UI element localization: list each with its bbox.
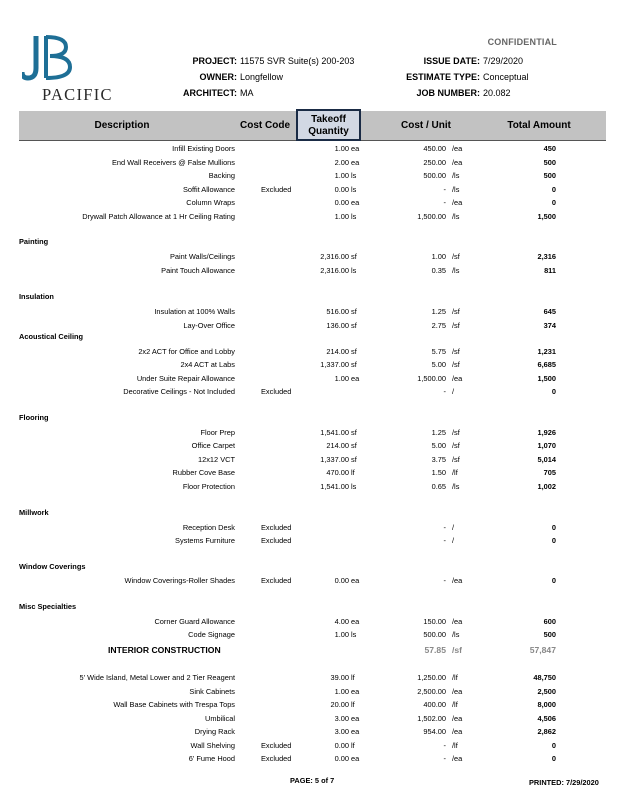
cell-total: 0 xyxy=(551,740,556,750)
cell-cost-unit: - xyxy=(443,387,446,396)
cell-total: 8,000 xyxy=(537,700,556,709)
cell-cost-unit: 150.00 xyxy=(423,616,446,626)
job-number-row xyxy=(380,85,529,101)
cell-cost-unit: 0.35 xyxy=(431,265,446,275)
cell-cost-code: Excluded xyxy=(261,522,292,532)
section-heading: Window Coverings xyxy=(19,562,86,571)
cell-total: 0 xyxy=(551,198,556,207)
cell-quantity-unit: ls xyxy=(351,481,357,491)
architect-label: ARCHITECT: xyxy=(183,88,237,98)
cell-unit-suffix: /lf xyxy=(452,673,458,682)
cell-description: Code Signage xyxy=(188,630,235,639)
cell-quantity: 1.00 xyxy=(334,171,349,180)
cell-unit-suffix: /ea xyxy=(452,754,463,763)
issue-date-value: 7/29/2020 xyxy=(483,56,524,66)
company-logo xyxy=(22,34,132,104)
cell-cost-unit: - xyxy=(443,522,446,532)
summary-total: 57,847 xyxy=(529,645,556,655)
col-total-amount[interactable]: Total Amount xyxy=(507,120,571,131)
cell-cost-unit: 5.00 xyxy=(431,360,446,369)
cell-total: 1,231 xyxy=(537,346,556,356)
cell-quantity: 1.00 xyxy=(334,144,349,153)
cell-quantity-unit: ea xyxy=(351,727,360,736)
cell-quantity: 0.00 xyxy=(334,576,349,585)
cell-quantity-unit: ls xyxy=(351,171,357,180)
col-cost-unit[interactable]: Cost / Unit xyxy=(401,120,451,131)
cell-quantity: 1.00 xyxy=(334,373,349,383)
cell-quantity: 2,316.00 xyxy=(320,265,349,275)
cell-description: Floor Prep xyxy=(200,427,235,437)
architect-row xyxy=(160,85,354,101)
cell-unit-suffix: /ea xyxy=(452,157,463,167)
cell-total: 0 xyxy=(551,522,556,532)
cell-cost-code: Excluded xyxy=(261,576,292,585)
table-row[interactable] xyxy=(0,453,627,467)
logo-wordmark: PACIFIC xyxy=(42,85,113,104)
cell-description: Paint Walls/Ceilings xyxy=(169,252,235,261)
cell-quantity-unit: ea xyxy=(351,686,360,696)
cell-description: Paint Touch Allowance xyxy=(161,265,235,275)
cell-unit-suffix: /ea xyxy=(452,144,463,153)
cell-quantity-unit: ls xyxy=(351,211,357,221)
table-row[interactable] xyxy=(0,615,627,629)
cell-description: Corner Guard Allowance xyxy=(154,616,235,626)
table-row[interactable] xyxy=(0,250,627,264)
section-heading: Painting xyxy=(19,237,49,246)
cell-unit-suffix: /ls xyxy=(452,184,460,194)
job-number-value: 20.082 xyxy=(483,88,511,98)
estimate-meta xyxy=(380,53,529,101)
architect-value: MA xyxy=(240,88,254,98)
cell-description: Backing xyxy=(208,171,235,180)
cell-quantity: 516.00 xyxy=(326,307,349,316)
cell-total: 0 xyxy=(551,387,556,396)
table-row[interactable] xyxy=(0,345,627,359)
cell-unit-suffix: /ea xyxy=(452,198,463,207)
cell-total: 1,500 xyxy=(537,373,556,383)
cell-quantity-unit: lf xyxy=(351,700,355,709)
table-row[interactable] xyxy=(0,685,627,699)
cell-cost-unit: 500.00 xyxy=(423,630,446,639)
owner-label: OWNER: xyxy=(199,72,237,82)
cell-cost-unit: - xyxy=(443,198,446,207)
table-row[interactable] xyxy=(0,712,627,726)
table-row[interactable] xyxy=(0,698,627,712)
cell-cost-unit: 0.65 xyxy=(431,481,446,491)
cell-description: Under Suite Repair Allowance xyxy=(136,373,235,383)
cell-quantity-unit: lf xyxy=(351,673,355,682)
table-row[interactable] xyxy=(0,305,627,319)
cell-quantity-unit: ea xyxy=(351,713,360,723)
estimate-type-row xyxy=(380,69,529,85)
cell-total: 5,014 xyxy=(537,454,556,464)
cell-description: Sink Cabinets xyxy=(189,686,235,696)
cell-total: 2,500 xyxy=(537,686,556,696)
table-row[interactable] xyxy=(0,426,627,440)
cell-unit-suffix: /sf xyxy=(452,320,460,330)
table-row[interactable] xyxy=(0,210,627,224)
cell-unit-suffix: /ls xyxy=(452,481,460,491)
cell-description: End Wall Receivers @ False Mullions xyxy=(111,157,235,167)
cell-cost-unit: 500.00 xyxy=(423,171,446,180)
cell-cost-unit: 5.75 xyxy=(431,346,446,356)
summary-label: INTERIOR CONSTRUCTION xyxy=(108,645,221,655)
table-row[interactable] xyxy=(0,521,627,535)
table-row[interactable] xyxy=(0,628,627,642)
section-heading: Misc Specialties xyxy=(19,602,77,611)
cell-description: Wall Base Cabinets with Trespa Tops xyxy=(113,700,235,709)
cell-cost-unit: - xyxy=(443,754,446,763)
cell-total: 2,316 xyxy=(537,252,556,261)
cell-description: 2x2 ACT for Office and Lobby xyxy=(138,346,235,356)
cell-quantity-unit: ls xyxy=(351,630,357,639)
cell-cost-unit: 450.00 xyxy=(423,144,446,153)
cell-quantity-unit: ls xyxy=(351,184,357,194)
cell-total: 811 xyxy=(544,265,556,275)
table-row[interactable] xyxy=(0,752,627,766)
cell-unit-suffix: /lf xyxy=(452,468,458,477)
project-label: PROJECT: xyxy=(192,56,237,66)
cell-quantity-unit: sf xyxy=(351,360,357,369)
cell-quantity-unit: sf xyxy=(351,346,357,356)
table-row[interactable] xyxy=(0,466,627,480)
project-value: 11575 SVR Suite(s) 200-203 xyxy=(240,56,355,66)
cell-description: 2x4 ACT at Labs xyxy=(180,360,235,369)
cell-unit-suffix: /sf xyxy=(452,346,460,356)
cell-cost-unit: 1,500.00 xyxy=(417,211,446,221)
cell-description: Column Wraps xyxy=(186,198,235,207)
cell-quantity-unit: sf xyxy=(351,320,357,330)
section-heading: Millwork xyxy=(19,508,49,517)
cell-quantity: 39.00 xyxy=(330,673,349,682)
section-heading: Flooring xyxy=(19,413,49,422)
cell-unit-suffix: / xyxy=(452,536,455,545)
jb-monogram-icon xyxy=(22,34,92,84)
cell-total: 374 xyxy=(543,320,556,330)
cell-quantity-unit: ea xyxy=(351,616,360,626)
cell-cost-unit: - xyxy=(443,576,446,585)
col-takeoff-quantity[interactable]: Takeoff Quantity xyxy=(296,109,361,141)
cell-quantity-unit: sf xyxy=(351,427,357,437)
cell-quantity-unit: sf xyxy=(351,307,357,316)
cell-unit-suffix: /sf xyxy=(452,454,460,464)
cell-unit-suffix: /sf xyxy=(452,252,460,261)
cell-quantity: 3.00 xyxy=(334,727,349,736)
cell-quantity: 1,337.00 xyxy=(320,360,349,369)
cell-total: 500 xyxy=(543,630,556,639)
cell-quantity: 2.00 xyxy=(334,157,349,167)
summary-unit-suffix: /sf xyxy=(452,645,463,655)
cell-quantity-unit: lf xyxy=(351,468,355,477)
cell-total: 0 xyxy=(551,536,556,545)
cell-description: Floor Protection xyxy=(182,481,235,491)
cell-quantity: 2,316.00 xyxy=(320,252,349,261)
cell-description: Office Carpet xyxy=(191,441,235,450)
cell-unit-suffix: /ea xyxy=(452,727,463,736)
cell-cost-unit: 250.00 xyxy=(423,157,446,167)
cell-description: Umbilical xyxy=(205,713,235,723)
page-number: PAGE: 5 of 7 xyxy=(290,776,335,785)
cell-unit-suffix: /sf xyxy=(452,360,460,369)
owner-row xyxy=(160,69,354,85)
cell-cost-unit: 1.25 xyxy=(431,427,446,437)
cell-total: 500 xyxy=(543,171,556,180)
cell-cost-unit: 2,500.00 xyxy=(417,686,446,696)
cell-quantity: 3.00 xyxy=(334,713,349,723)
cell-unit-suffix: /sf xyxy=(452,307,460,316)
cell-cost-unit: - xyxy=(443,740,446,750)
cell-total: 450 xyxy=(543,144,556,153)
cell-description: Wall Shelving xyxy=(190,740,235,750)
estimate-type-label: ESTIMATE TYPE: xyxy=(406,72,480,82)
cell-quantity: 4.00 xyxy=(334,616,349,626)
cell-cost-unit: 2.75 xyxy=(431,320,446,330)
cell-cost-unit: 954.00 xyxy=(423,727,446,736)
cell-quantity: 470.00 xyxy=(326,468,349,477)
cell-quantity-unit: sf xyxy=(351,252,357,261)
table-row[interactable] xyxy=(0,319,627,333)
cell-total: 1,500 xyxy=(537,211,556,221)
cell-quantity-unit: ea xyxy=(351,373,360,383)
cell-quantity-unit: ea xyxy=(351,157,360,167)
section-heading: Insulation xyxy=(19,292,54,301)
cell-unit-suffix: /ea xyxy=(452,616,463,626)
summary-cost-unit: 57.85 xyxy=(424,645,446,655)
cell-unit-suffix: /sf xyxy=(452,427,460,437)
cell-cost-unit: - xyxy=(443,536,446,545)
cell-total: 2,862 xyxy=(537,727,556,736)
cell-unit-suffix: / xyxy=(452,387,455,396)
cell-cost-unit: 1,502.00 xyxy=(417,713,446,723)
cell-quantity-unit: ea xyxy=(351,144,360,153)
cell-total: 600 xyxy=(543,616,556,626)
table-row[interactable] xyxy=(0,439,627,453)
cell-quantity: 1.00 xyxy=(334,630,349,639)
cell-description: Infill Existing Doors xyxy=(172,144,235,153)
cell-description: Drying Rack xyxy=(194,727,235,736)
table-row[interactable] xyxy=(0,372,627,386)
cell-total: 4,506 xyxy=(537,713,556,723)
cell-unit-suffix: /sf xyxy=(452,441,460,450)
cell-description: Drywall Patch Allowance at 1 Hr Ceiling Rating xyxy=(82,211,235,221)
cell-unit-suffix: /ls xyxy=(452,630,460,639)
cell-description: Decorative Ceilings - Not Included xyxy=(123,387,235,396)
table-row[interactable] xyxy=(0,156,627,170)
cell-quantity: 0.00 xyxy=(334,184,349,194)
cell-cost-code: Excluded xyxy=(261,754,292,763)
cell-quantity: 1.00 xyxy=(334,686,349,696)
project-meta xyxy=(160,53,354,101)
cell-description: Systems Furniture xyxy=(175,536,235,545)
table-row[interactable] xyxy=(0,142,627,156)
cell-quantity: 0.00 xyxy=(334,754,349,763)
cell-description: Rubber Cove Base xyxy=(172,468,235,477)
cell-total: 0 xyxy=(551,754,556,763)
cell-quantity: 0.00 xyxy=(334,198,349,207)
cell-total: 645 xyxy=(543,307,556,316)
cell-quantity-unit: sf xyxy=(351,441,357,450)
job-number-label: JOB NUMBER: xyxy=(416,88,480,98)
cell-quantity: 1,541.00 xyxy=(320,427,349,437)
cell-cost-unit: 1,500.00 xyxy=(417,373,446,383)
cell-description: Soffit Allowance xyxy=(182,184,235,194)
cell-total: 6,685 xyxy=(537,360,556,369)
cell-quantity: 214.00 xyxy=(326,346,349,356)
cell-description: Insulation at 100% Walls xyxy=(154,307,235,316)
cell-cost-unit: - xyxy=(443,184,446,194)
cell-total: 1,070 xyxy=(537,441,556,450)
cell-quantity-unit: ea xyxy=(351,198,360,207)
cell-cost-unit: 1,250.00 xyxy=(417,673,446,682)
cell-quantity: 0.00 xyxy=(334,740,349,750)
cell-quantity: 1,541.00 xyxy=(320,481,349,491)
cell-unit-suffix: /lf xyxy=(452,740,458,750)
cell-quantity-unit: ea xyxy=(351,576,360,585)
printed-date: PRINTED: 7/29/2020 xyxy=(529,778,599,787)
cell-unit-suffix: /ls xyxy=(452,265,460,275)
table-row[interactable] xyxy=(0,183,627,197)
cell-unit-suffix: / xyxy=(452,522,455,532)
cell-total: 500 xyxy=(543,157,556,167)
table-row[interactable] xyxy=(0,196,627,210)
cell-description: 12x12 VCT xyxy=(198,454,235,464)
issue-date-label: ISSUE DATE: xyxy=(423,56,480,66)
table-row[interactable] xyxy=(0,385,627,399)
table-row[interactable] xyxy=(0,574,627,588)
cell-quantity: 20.00 xyxy=(330,700,349,709)
cell-unit-suffix: /ea xyxy=(452,373,463,383)
cell-cost-unit: 1.00 xyxy=(431,252,446,261)
table-row[interactable] xyxy=(0,358,627,372)
cell-unit-suffix: /lf xyxy=(452,700,458,709)
cell-cost-unit: 1.25 xyxy=(431,307,446,316)
cell-quantity-unit: lf xyxy=(351,740,355,750)
cell-cost-code: Excluded xyxy=(261,740,292,750)
cell-quantity-unit: ls xyxy=(351,265,357,275)
table-row[interactable] xyxy=(0,480,627,494)
summary-row xyxy=(0,643,627,657)
cell-cost-unit: 1.50 xyxy=(431,468,446,477)
cell-unit-suffix: /ea xyxy=(452,576,463,585)
cell-description: Window Coverings-Roller Shades xyxy=(124,576,235,585)
cell-unit-suffix: /ls xyxy=(452,171,460,180)
owner-value: Longfellow xyxy=(240,72,284,82)
table-row[interactable] xyxy=(0,534,627,548)
cell-total: 1,926 xyxy=(537,427,556,437)
section-heading: Acoustical Ceiling xyxy=(19,332,84,341)
cell-unit-suffix: /ea xyxy=(452,686,463,696)
cell-quantity: 1,337.00 xyxy=(320,454,349,464)
cell-total: 705 xyxy=(543,468,556,477)
confidential-label: CONFIDENTIAL xyxy=(487,37,557,47)
estimate-type-value: Conceptual xyxy=(483,72,529,82)
table-row[interactable] xyxy=(0,739,627,753)
cell-quantity-unit: ea xyxy=(351,754,360,763)
cell-cost-code: Excluded xyxy=(261,184,292,194)
cell-quantity: 136.00 xyxy=(326,320,349,330)
cell-cost-code: Excluded xyxy=(261,387,292,396)
issue-date-row xyxy=(380,53,529,69)
cell-description: Lay-Over Office xyxy=(183,320,235,330)
cell-unit-suffix: /ls xyxy=(452,211,460,221)
cell-cost-unit: 5.00 xyxy=(431,441,446,450)
col-cost-code[interactable]: Cost Code xyxy=(240,120,290,131)
cell-description: 6' Fume Hood xyxy=(188,754,235,763)
cell-quantity: 214.00 xyxy=(326,441,349,450)
cell-total: 0 xyxy=(551,184,556,194)
cell-cost-unit: 3.75 xyxy=(431,454,446,464)
cell-quantity-unit: sf xyxy=(351,454,357,464)
cell-unit-suffix: /ea xyxy=(452,713,463,723)
cell-total: 1,002 xyxy=(537,481,556,491)
table-row[interactable] xyxy=(0,169,627,183)
cell-cost-unit: 400.00 xyxy=(423,700,446,709)
table-header xyxy=(19,111,606,141)
cell-total: 48,750 xyxy=(533,673,556,682)
cell-total: 0 xyxy=(551,576,556,585)
table-row[interactable] xyxy=(0,671,627,685)
table-row[interactable] xyxy=(0,725,627,739)
cell-cost-code: Excluded xyxy=(261,536,292,545)
cell-quantity: 1.00 xyxy=(334,211,349,221)
cell-description: 5' Wide Island, Metal Lower and 2 Tier Reagent xyxy=(79,673,235,682)
project-row xyxy=(160,53,354,69)
cell-description: Reception Desk xyxy=(182,522,235,532)
table-row[interactable] xyxy=(0,264,627,278)
col-description[interactable]: Description xyxy=(94,120,150,131)
